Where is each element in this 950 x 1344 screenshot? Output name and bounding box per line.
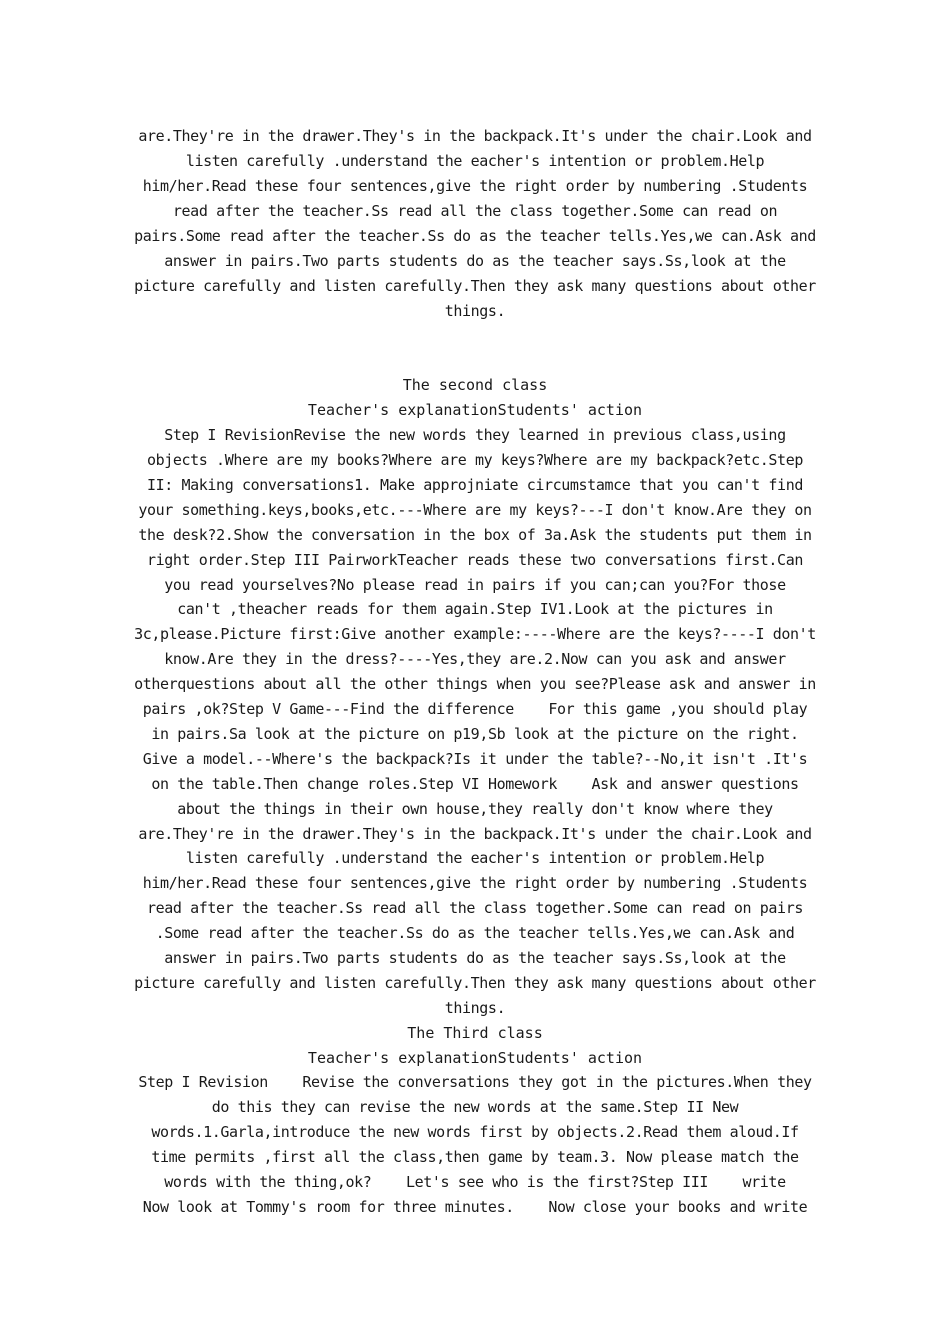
text-line: things. — [444, 302, 506, 320]
text-line: can't ,theacher reads for them again.Step IV1.Look at the pictures in — [177, 600, 773, 618]
text-line: are.They're in the drawer.They's in the backpack.It's under the chair.Look and — [138, 127, 812, 145]
text-line: picture carefully and listen carefully.Then they ask many questions about other — [134, 277, 816, 295]
text-line: him/her.Read these four sentences,give the right order by numbering .Students — [142, 874, 808, 892]
text-line: time permits ,first all the class,then game by team.3. Now please match the — [151, 1148, 799, 1166]
section-subtitle: Teacher's explanationStudents' action — [307, 401, 643, 419]
text-line: on the table.Then change roles.Step VI Homework Ask and answer questions — [151, 775, 799, 793]
text-line: you read yourselves?No please read in pairs if you can;can you?For those — [164, 576, 786, 594]
text-line: Give a model.--Where's the backpack?Is it under the table?--No,it isn't .It's — [142, 750, 808, 768]
text-line: picture carefully and listen carefully.Then they ask many questions about other — [134, 974, 816, 992]
text-line: 3c,please.Picture first:Give another example:----Where are the keys?----I don't — [134, 625, 816, 643]
text-line: Step I Revision Revise the conversations they got in the pictures.When they — [138, 1073, 812, 1091]
text-line: do this they can revise the new words at the same.Step II New — [211, 1098, 739, 1116]
section-title: The Third class — [407, 1024, 543, 1042]
text-line: the desk?2.Show the conversation in the box of 3a.Ask the students put them in — [138, 526, 812, 544]
text-line: listen carefully .understand the eacher's intention or problem.Help — [185, 849, 765, 867]
text-line: read after the teacher.Ss read all the class together.Some can read on pairs — [147, 899, 803, 917]
text-line: listen carefully .understand the eacher's intention or problem.Help — [185, 152, 765, 170]
text-line: pairs.Some read after the teacher.Ss do as the teacher tells.Yes,we can.Ask and — [134, 227, 816, 245]
text-line: things. — [444, 999, 506, 1017]
text-line: II: Making conversations1. Make approjniate circumstamce that you can't find — [147, 476, 803, 494]
text-line: .Some read after the teacher.Ss do as the teacher tells.Yes,we can.Ask and — [155, 924, 795, 942]
text-line: about the things in their own house,they really don't know where they — [177, 800, 773, 818]
text-line: in pairs.Sa look at the picture on p19,Sb look at the picture on the right. — [151, 725, 799, 743]
text-line: Step I RevisionRevise the new words they learned in previous class,using — [164, 426, 786, 444]
text-line: Now look at Tommy's room for three minutes. Now close your books and write — [142, 1198, 808, 1216]
text-line: are.They're in the drawer.They's in the backpack.It's under the chair.Look and — [138, 825, 812, 843]
text-line: words with the thing,ok? Let's see who is the first?Step III write — [164, 1173, 786, 1191]
text-line: answer in pairs.Two parts students do as the teacher says.Ss,look at the — [164, 252, 786, 270]
text-line: answer in pairs.Two parts students do as the teacher says.Ss,look at the — [164, 949, 786, 967]
section-subtitle: Teacher's explanationStudents' action — [307, 1049, 643, 1067]
text-line: read after the teacher.Ss read all the class together.Some can read on — [172, 202, 778, 220]
text-line: objects .Where are my books?Where are my keys?Where are my backpack?etc.Step — [147, 451, 803, 469]
text-line: him/her.Read these four sentences,give the right order by numbering .Students — [142, 177, 808, 195]
text-line: know.Are they in the dress?----Yes,they are.2.Now can you ask and answer — [164, 650, 786, 668]
text-line: your something.keys,books,etc.---Where are my keys?---I don't know.Are they on — [138, 501, 812, 519]
text-line: words.1.Garla,introduce the new words first by objects.2.Read them aloud.If — [151, 1123, 799, 1141]
text-line: otherquestions about all the other things when you see?Please ask and answer in — [134, 675, 816, 693]
text-line: pairs ,ok?Step V Game---Find the difference For this game ,you should play — [142, 700, 808, 718]
section-title: The second class — [402, 376, 548, 394]
text-line: right order.Step III PairworkTeacher reads these two conversations first.Can — [147, 551, 803, 569]
